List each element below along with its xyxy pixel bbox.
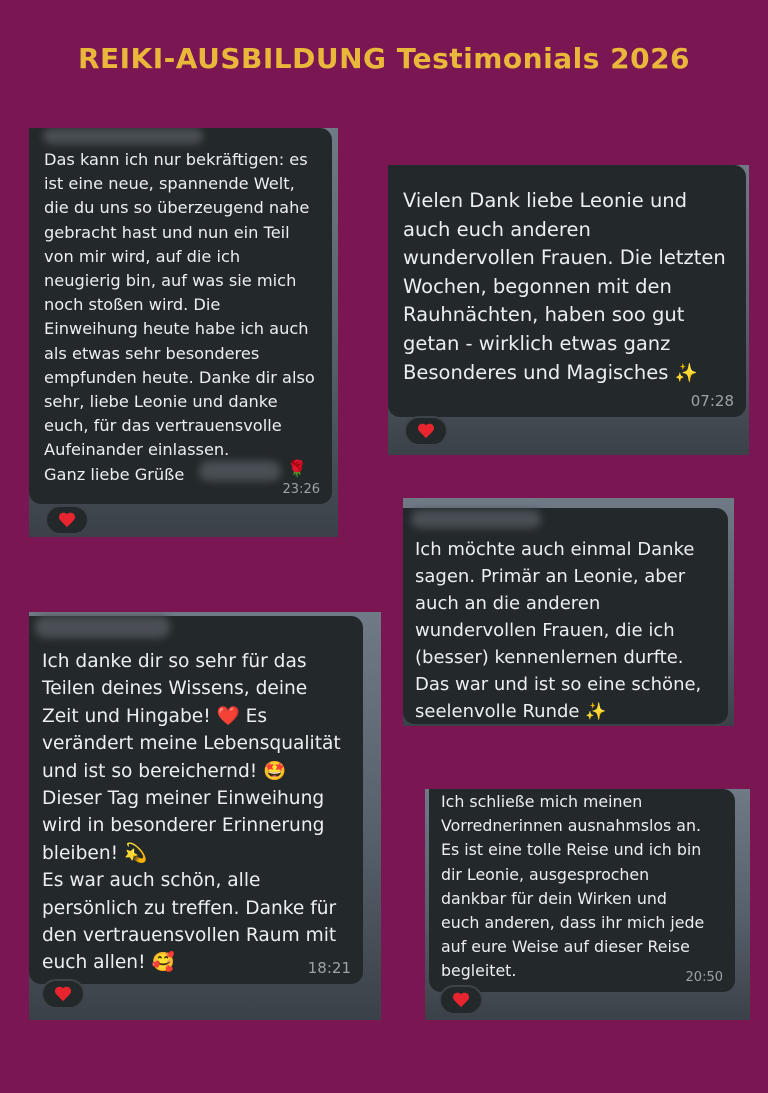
message-bubble (403, 508, 728, 724)
message-bubble (388, 165, 746, 417)
message-text: Das kann ich nur bekräftigen: es ist eine neue, spannende Welt, die du uns so überzeugend nahe gebracht hast und nun ein Teil von mir wird, auf die ich neugierig bin, auf was sie mich noch stoßen wird. Die Einweihung heute habe ich auch als etwas sehr besonderes empfunden heute. Danke dir also sehr, liebe Leonie und danke euch, für das vertrauensvolle Aufeinander einlassen. Ganz liebe Grüße (44, 150, 315, 484)
testimonial-screenshot-4 (29, 612, 381, 1020)
testimonial-screenshot-2 (388, 165, 749, 455)
message-time: 20:50 (685, 970, 723, 985)
testimonial-screenshot-3 (403, 498, 734, 726)
message-time: 23:26 (282, 482, 320, 497)
message-time: 18:21 (307, 959, 351, 977)
message-text: Vielen Dank liebe Leonie und auch euch anderen wundervollen Frauen. Die letzten Wochen, begonnen mit den Rauhnächten, haben soo gut getan - wirklich etwas ganz Besonderes und Magisches (403, 189, 726, 384)
rose-emoji: 🌹 (287, 459, 307, 478)
message-text: Ich möchte auch einmal Danke sagen. Primär an Leonie, aber auch an die anderen wundervollen Frauen, die ich (besser) kennenlernen durfte. Das war und ist so eine schöne, seelenvolle Runde (415, 539, 702, 722)
testimonial-screenshot-5 (425, 789, 750, 1020)
reaction-badge (45, 505, 89, 535)
redacted-sender-name (43, 128, 203, 144)
message-bubble (429, 789, 735, 992)
heart-icon (59, 513, 75, 527)
page-title: REIKI-AUSBILDUNG Testimonials 2026 (77, 42, 691, 75)
sparkles-emoji: ✨ (674, 362, 698, 384)
message-time: 07:28 (690, 392, 734, 410)
redacted-sender-name (35, 616, 170, 638)
redacted-name (199, 461, 281, 481)
message-text: Ich danke dir so sehr für das Teilen deines Wissens, deine Zeit und Hingabe! ❤️ Es verändert meine Lebensqualität und ist so bereichernd! 🤩 Dieser Tag meiner Einweihung wird in besonderer Erinnerung bleiben! 💫 Es war auch schön, alle persönlich zu treffen. Danke für den vertrauensvollen Raum mit euch allen! 🥰 (42, 651, 341, 974)
testimonial-screenshot-1 (29, 128, 338, 537)
message-text: Ich schließe mich meinen Vorrednerinnen ausnahmslos an. Es ist eine tolle Reise und ich bin dir Leonie, ausgesprochen dankbar für dein Wirken und euch anderen, dass ihr mich jede auf eure Weise auf dieser Reise begleitet. (441, 792, 705, 981)
heart-icon (55, 987, 71, 1001)
reaction-badge (439, 985, 483, 1015)
sparkles-emoji: ✨ (585, 702, 607, 722)
reaction-badge (404, 416, 448, 446)
heart-icon (453, 993, 469, 1007)
heart-icon (418, 424, 434, 438)
reaction-badge (41, 979, 85, 1009)
redacted-sender-name (411, 510, 541, 528)
message-bubble (29, 128, 332, 504)
message-bubble (29, 616, 363, 984)
